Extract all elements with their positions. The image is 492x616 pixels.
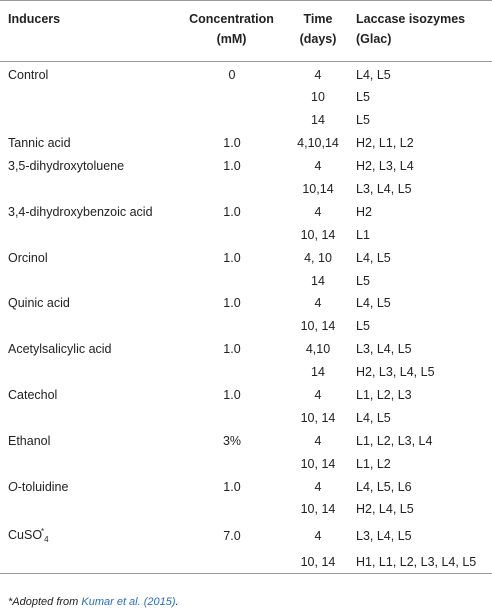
- inducer-cell: O-toluidine: [8, 479, 69, 494]
- isozymes-cell: L4, L5: [356, 68, 391, 82]
- inducer-cell: Quinic acid: [8, 296, 70, 311]
- isozymes-cell: L1, L2: [356, 456, 391, 471]
- time-cell: 4: [314, 528, 322, 543]
- table-body: [0, 62, 492, 574]
- inducer-cell: Tannic acid: [8, 136, 71, 151]
- time-cell: 14: [311, 273, 325, 288]
- concentration-cell: [168, 109, 288, 132]
- isozymes-cell: L4, L5: [356, 296, 391, 311]
- inducer-cell: [0, 361, 168, 384]
- footnote-suffix: .: [175, 596, 179, 608]
- concentration-cell: 1.0: [223, 296, 241, 311]
- isozymes-cell: L1, L2, L3, L4: [356, 433, 433, 448]
- inducer-cell: [0, 178, 168, 201]
- table-row: [0, 292, 492, 315]
- header-isozymes: Laccase isozymes (Glac): [356, 12, 466, 46]
- time-cell: 4: [314, 479, 322, 494]
- concentration-cell: 1.0: [223, 250, 241, 265]
- concentration-cell: 1.0: [223, 388, 241, 403]
- inducer-cell: [0, 223, 168, 246]
- table-row: [0, 498, 492, 521]
- inducer-cell: [0, 452, 168, 475]
- inducer-cell: [0, 315, 168, 338]
- isozymes-cell: L4, L5, L6: [356, 479, 412, 494]
- table-row: [0, 132, 492, 155]
- table-row: [0, 406, 492, 429]
- inducer-cell: 3,4-dihydroxybenzoic acid: [8, 204, 153, 219]
- isozymes-cell: L4, L5: [356, 410, 391, 425]
- concentration-cell: 1.0: [223, 479, 241, 494]
- time-cell: 10, 14: [300, 502, 336, 517]
- isozymes-cell: L5: [356, 319, 370, 334]
- isozymes-cell: H1, L1, L2, L3, L4, L5: [356, 555, 477, 570]
- inducer-cell: [0, 498, 168, 521]
- concentration-cell: 1.0: [223, 136, 241, 151]
- table-row: [0, 155, 492, 178]
- isozymes-cell: L5: [356, 90, 370, 105]
- footnote-prefix: *Adopted from: [8, 596, 82, 608]
- table-row: [0, 338, 492, 361]
- footnote: [8, 596, 179, 608]
- concentration-cell: [168, 452, 288, 475]
- time-cell: 10, 14: [300, 555, 336, 570]
- time-cell: 4,10,14: [297, 136, 339, 151]
- concentration-cell: 3%: [222, 433, 242, 448]
- concentration-cell: 1.0: [223, 342, 241, 357]
- time-cell: 10, 14: [300, 456, 336, 471]
- isozymes-cell: L5: [356, 273, 370, 288]
- isozymes-cell: L1, L2, L3: [356, 388, 412, 403]
- isozymes-cell: L3, L4, L5: [356, 182, 412, 196]
- time-cell: 4: [314, 388, 322, 403]
- time-cell: 4: [314, 68, 322, 82]
- inducer-cell: CuSO*$_4$: [8, 526, 49, 544]
- isozymes-cell: L3, L4, L5: [356, 342, 412, 357]
- isozymes-cell: H2, L3, L4: [356, 159, 414, 174]
- table-row: [0, 223, 492, 246]
- time-cell: 4: [314, 433, 322, 448]
- table-row: [0, 475, 492, 498]
- isozymes-cell: H2, L1, L2: [356, 136, 414, 151]
- inducer-cell: Ethanol: [8, 433, 51, 448]
- table-row: [0, 269, 492, 292]
- isozymes-cell: H2, L3, L4, L5: [356, 365, 435, 380]
- table-row: [0, 384, 492, 407]
- time-cell: 14: [311, 113, 325, 128]
- table-row: [0, 429, 492, 452]
- table-row: [0, 361, 492, 384]
- table-row: [0, 200, 492, 223]
- header-inducers: Inducers: [8, 12, 61, 26]
- footnote-citation-link[interactable]: Kumar et al. (2015): [81, 596, 176, 608]
- header-time: Time (days): [299, 12, 337, 46]
- time-cell: 4: [314, 296, 322, 311]
- time-cell: 14: [311, 365, 325, 380]
- inducer-cell: Orcinol: [8, 250, 48, 265]
- concentration-cell: [168, 315, 288, 338]
- isozymes-cell: L4, L5: [356, 250, 391, 265]
- inducer-cell: [0, 551, 168, 574]
- concentration-cell: 7.0: [223, 528, 241, 543]
- concentration-cell: 1.0: [223, 159, 241, 174]
- concentration-cell: [168, 361, 288, 384]
- time-cell: 10: [311, 90, 325, 105]
- isozymes-cell: L3, L4, L5: [356, 528, 412, 543]
- inducer-cell: 3,5-dihydroxytoluene: [8, 159, 125, 174]
- time-cell: 4: [314, 204, 322, 219]
- isozymes-cell: L5: [356, 113, 370, 128]
- time-cell: 4,10: [305, 342, 331, 357]
- time-cell: 4: [314, 159, 322, 174]
- inducer-cell: Control: [8, 68, 49, 82]
- inducer-cell: [0, 406, 168, 429]
- time-cell: 10, 14: [300, 227, 336, 242]
- inducer-cell: Catechol: [8, 388, 58, 403]
- time-cell: 10,14: [302, 182, 334, 196]
- table-row: [0, 86, 492, 109]
- concentration-cell: [168, 406, 288, 429]
- table-row: [0, 452, 492, 475]
- time-cell: 10, 14: [300, 410, 336, 425]
- table-row: [0, 246, 492, 269]
- table-header: [0, 1, 492, 62]
- concentration-cell: [168, 223, 288, 246]
- concentration-cell: [168, 498, 288, 521]
- table-row: [0, 551, 492, 574]
- concentration-cell: [168, 86, 288, 109]
- header-concentration: Concentration (mM): [189, 12, 274, 46]
- inducer-cell: [0, 269, 168, 292]
- concentration-cell: [168, 269, 288, 292]
- isozymes-cell: L1: [356, 227, 370, 242]
- table-row: [0, 521, 492, 551]
- inducer-cell: [0, 109, 168, 132]
- inducer-cell: [0, 86, 168, 109]
- table-row: [0, 178, 492, 201]
- isozymes-cell: H2: [356, 204, 372, 219]
- isozymes-cell: H2, L4, L5: [356, 502, 414, 517]
- concentration-cell: [168, 551, 288, 574]
- inducer-cell: Acetylsalicylic acid: [8, 342, 112, 357]
- table-row: [0, 62, 492, 87]
- concentration-cell: 0: [228, 68, 236, 82]
- table-row: [0, 109, 492, 132]
- time-cell: 4, 10: [304, 250, 332, 265]
- time-cell: 10, 14: [300, 319, 336, 334]
- concentration-cell: [168, 178, 288, 201]
- concentration-cell: 1.0: [223, 204, 241, 219]
- table-row: [0, 315, 492, 338]
